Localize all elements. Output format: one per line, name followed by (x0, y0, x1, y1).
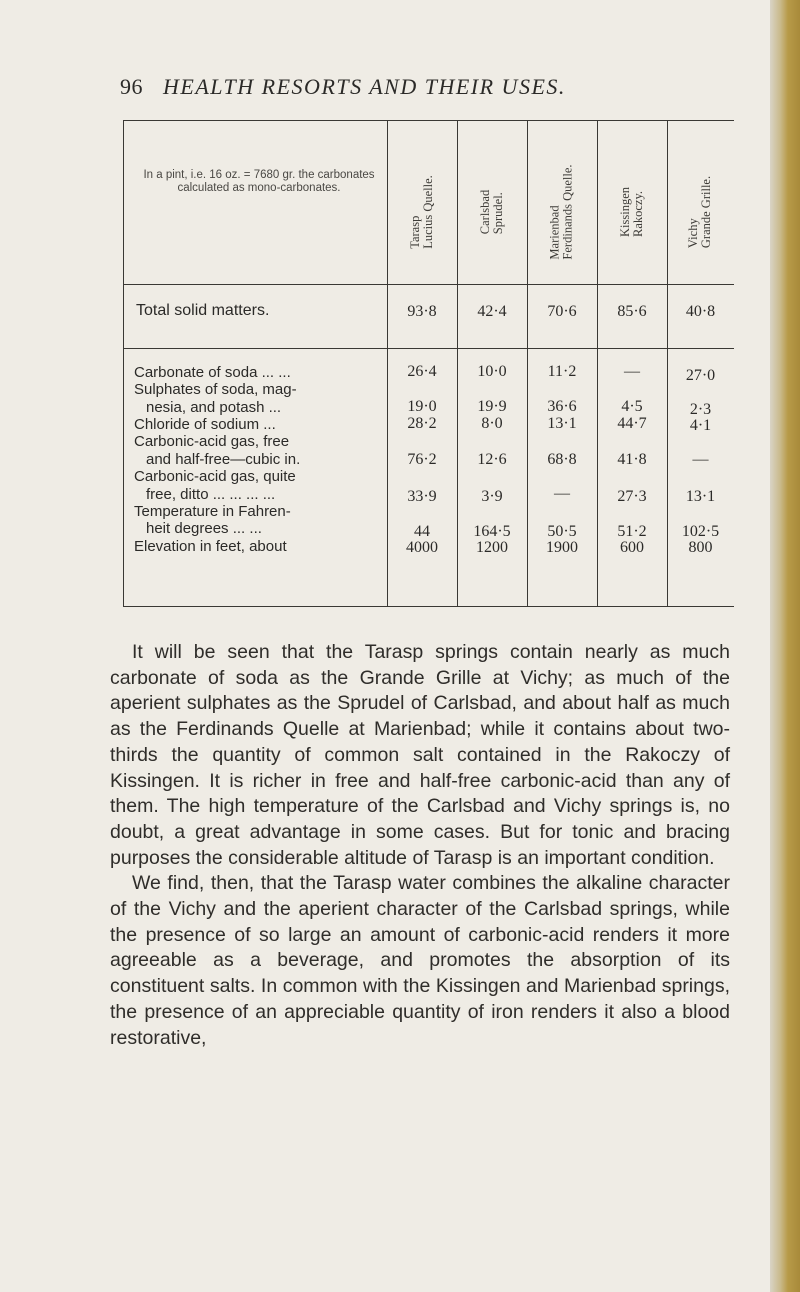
table-cell: 50·5 (547, 523, 577, 540)
row-label: Sulphates of soda, mag- (134, 381, 297, 398)
paragraph: It will be seen that the Tarasp springs contain nearly as much carbonate of soda as the Grande Grille at Vichy; as much of the aperient sulphates as the Sprudel of Carlsbad, and about half as much as the Ferdinands Quelle at Marienbad; while it contains about two-thirds the quantity of common salt contained in the Rakoczy of Kissingen. It is richer in free and half-free carbonic-acid than any of them. The high temperature of the Carlsbad and Vichy springs is, no doubt, a great advantage in some cases. But for tonic and bracing purposes the considerable altitude of Tarasp is an important condition. (110, 641, 730, 869)
table-cell: 44 (414, 523, 430, 540)
column-header-carlsbad: Carlsbad Sprudel. (478, 189, 505, 235)
table-cell: — (692, 451, 709, 468)
column-header-vichy: Vichy Grande Grille. (686, 175, 714, 249)
running-title: HEALTH RESORTS AND THEIR USES. (163, 74, 566, 99)
table-cell: 28·2 (407, 415, 437, 432)
table-cell: 44·7 (617, 415, 647, 432)
table-cell: 13·1 (547, 415, 577, 432)
paragraph: We find, then, that the Tarasp water combines the alkaline character of the Vichy and the aperient character of the Carlsbad springs, while the presence of so large an amount of carbonic-acid renders it more agreeable as a beverage, and promotes the absorption of its constituent salts. In common with the Kissingen and Marienbad springs, the presence of an appreciable quantity of iron renders it also a blood restorative, (110, 872, 730, 1049)
table-cell: — (554, 485, 570, 502)
table-cell: 51·2 (617, 523, 647, 540)
total-cell: 70·6 (547, 303, 577, 320)
table-cell: 4·5 (621, 398, 643, 415)
column-header-kissingen: Kissingen Rakoczy. (618, 187, 645, 237)
running-header (120, 74, 760, 100)
table-cell: 3·9 (481, 488, 503, 505)
table-cell: 19·9 (477, 398, 507, 415)
table-cell: 164·5 (473, 523, 511, 540)
row-label: Chloride of sodium ... (134, 416, 276, 433)
table-cell: 19·0 (407, 398, 437, 415)
table-cell: 800 (688, 539, 713, 556)
total-rule (124, 348, 734, 349)
total-cell: 42·4 (477, 303, 507, 320)
total-cell: 93·8 (407, 303, 437, 320)
table-cell: 33·9 (407, 488, 437, 505)
table-cell: 11·2 (547, 363, 577, 380)
table-cell: 26·4 (407, 363, 437, 380)
table-cell: 8·0 (481, 415, 503, 432)
table-description: In a pint, i.e. 16 oz. = 7680 gr. the carbonates calculated as mono-carbonates. (143, 169, 375, 194)
table-cell: 41·8 (617, 451, 647, 468)
total-cell: 40·8 (685, 303, 716, 320)
row-label: Carbonic-acid gas, free (134, 433, 290, 450)
column-header-marienbad: Marienbad Ferdinands Quelle. (548, 164, 575, 260)
table-cell: — (624, 363, 640, 380)
table-cell: 12·6 (477, 451, 507, 468)
body-text (110, 640, 730, 1051)
table-cell: 102·5 (681, 523, 720, 540)
page-number: 96 (120, 74, 143, 99)
row-label: free, ditto ... ... ... ... (146, 486, 276, 503)
table-cell: 13·1 (685, 488, 716, 505)
table-cell: 4·1 (689, 417, 712, 434)
table-cell: 27·0 (685, 367, 716, 384)
table-cell: 1200 (476, 539, 508, 556)
table-cell: 10·0 (477, 363, 507, 380)
table-cell: 4000 (406, 539, 438, 556)
page-edge (770, 0, 800, 1292)
row-label: and half-free—cubic in. (146, 451, 301, 468)
table-cell: 2·3 (689, 401, 712, 418)
mineral-water-table (123, 120, 734, 607)
total-cell: 85·6 (617, 303, 647, 320)
column-header-tarasp: Tarasp Lucius Quelle. (408, 175, 435, 249)
table-cell: 68·8 (547, 451, 577, 468)
row-label: Elevation in feet, about (134, 538, 287, 555)
table-cell: 76·2 (407, 451, 437, 468)
row-label: Carbonic-acid gas, quite (134, 468, 296, 485)
row-label: nesia, and potash ... (146, 399, 282, 416)
total-row-label: Total solid matters. (136, 302, 270, 319)
row-label: heit degrees ... ... (146, 520, 262, 537)
row-label: Temperature in Fahren- (134, 503, 291, 520)
table-cell: 600 (620, 539, 644, 556)
table-cell: 36·6 (547, 398, 577, 415)
row-label: Carbonate of soda ... ... (134, 364, 291, 381)
table-cell: 27·3 (617, 488, 647, 505)
table-cell: 1900 (546, 539, 578, 556)
